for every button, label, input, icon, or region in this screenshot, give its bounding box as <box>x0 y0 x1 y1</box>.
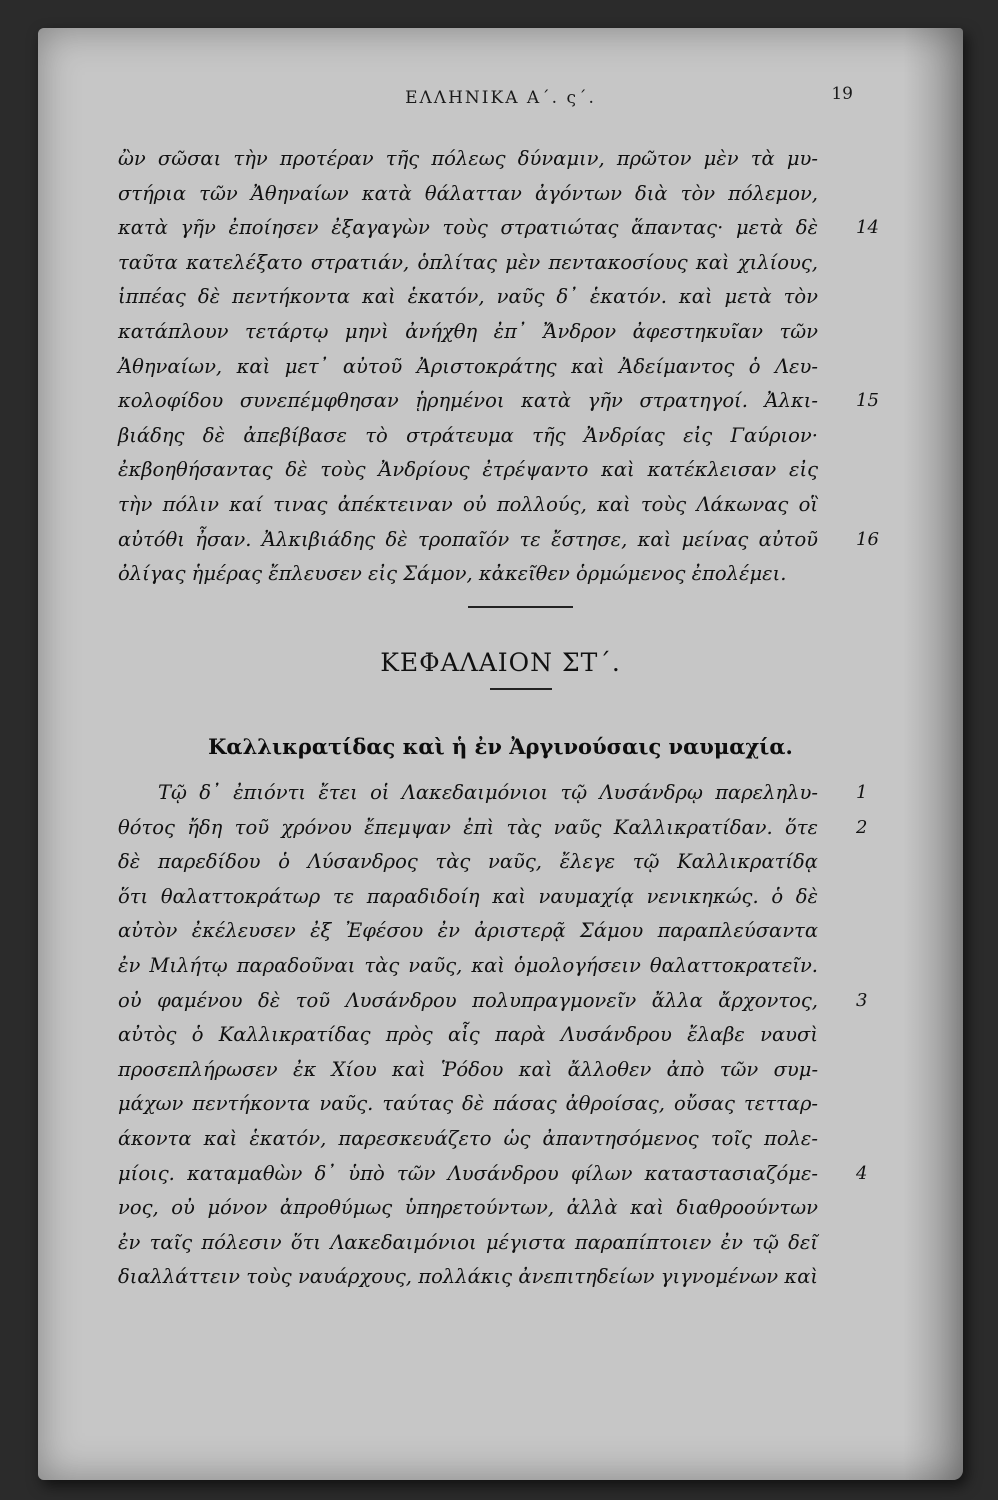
text-line <box>118 845 823 880</box>
section-number: 4 <box>856 1162 868 1184</box>
line-text: τὴν πόλιν καί τινας ἀπέκτειναν οὐ πολλούς, καὶ τοὺς Λάκωνας οἳ <box>118 492 818 516</box>
line-text: στήρια τῶν Ἀθηναίων κατὰ θάλατταν ἀγόντων διὰ τὸν πόλεμον, <box>118 181 819 205</box>
line-text: ὀλίγας ἡμέρας ἔπλευσεν εἰς Σάμον, κἀκεῖθεν ὁρμώμενος ἐπολέμει. <box>118 562 787 586</box>
line-text: διαλλάττειν τοὺς ναυάρχους, πολλάκις ἀνεπιτηδείων γιγνομένων καὶ <box>118 1265 819 1289</box>
text-line <box>118 246 823 281</box>
line-text: κολοφίδου συνεπέμφθησαν ᾑρημένοι κατὰ γῆν στρατηγοί. Ἀλκι- <box>118 389 818 413</box>
text-line <box>118 557 823 592</box>
text-line <box>118 1191 823 1226</box>
chapter-rule-top <box>468 606 573 608</box>
line-text: αὐτὸν ἐκέλευσεν ἐξ Ἐφέσου ἐν ἀριστερᾷ Σάμου παραπλεύσαντα <box>118 919 819 943</box>
line-text: αὐτόθι ἦσαν. Ἀλκιβιάδης δὲ τροπαῖόν τε ἔστησε, καὶ μείνας αὐτοῦ <box>118 527 819 551</box>
section-number: 16 <box>856 528 879 550</box>
text-line <box>118 1260 823 1295</box>
text-line <box>118 984 868 1019</box>
line-text: ὅτι θαλαττοκράτωρ τε παραδιδοίη καὶ ναυμαχίᾳ νενικηκώς. ὁ δὲ <box>118 884 818 908</box>
line-text: ἐν Μιλήτῳ παραδοῦναι τὰς ναῦς, καὶ ὁμολογήσειν θαλαττοκρατεῖν. <box>118 953 819 977</box>
text-line <box>118 315 823 350</box>
page-number: 19 <box>831 84 853 104</box>
line-text: δὲ παρεδίδου ὁ Λύσανδρος τὰς ναῦς, ἔλεγε τῷ Καλλικρατίδᾳ <box>118 850 818 874</box>
line-text: ἱππέας δὲ πεντήκοντα καὶ ἑκατόν, ναῦς δ᾽ ἑκατόν. καὶ μετὰ τὸν <box>118 285 819 309</box>
line-text: μίοις. καταμαθὼν δ᾽ ὑπὸ τῶν Λυσάνδρου φίλων καταστασιαζόμε- <box>118 1161 819 1185</box>
chapter-subtitle: Καλλικρατίδας καὶ ἡ ἐν Ἀργινούσαις ναυμαχία. <box>208 734 793 759</box>
text-line <box>118 1226 823 1261</box>
line-text: ταῦτα κατελέξατο στρατιάν, ὁπλίτας μὲν πεντακοσίους καὶ χιλίους, <box>118 250 819 274</box>
line-text: ὢν σῶσαι τὴν προτέραν τῆς πόλεως δύναμιν, πρῶτον μὲν τὰ μυ- <box>118 147 818 170</box>
text-line <box>118 880 823 915</box>
text-line <box>118 1018 823 1053</box>
text-line <box>118 211 879 246</box>
text-line <box>118 1122 823 1157</box>
text-line <box>118 776 868 811</box>
line-text: ἐκβοηθήσαντας δὲ τοὺς Ἀνδρίους ἐτρέψαντο καὶ κατέκλεισαν εἰς <box>118 458 819 482</box>
chapter-title: ΚΕΦΑΛΑΙΟΝ ΣΤ΄. <box>380 648 621 677</box>
text-line <box>118 1087 823 1122</box>
line-text: ἐν ταῖς πόλεσιν ὅτι Λακεδαιμόνιοι μέγιστα παραπίπτοιεν ἐν τῷ δεῖ <box>118 1230 819 1254</box>
text-line <box>118 523 879 558</box>
line-text: Ἀθηναίων, καὶ μετ᾽ αὐτοῦ Ἀριστοκράτης καὶ Ἀδείμαντος ὁ Λευ- <box>118 354 818 378</box>
text-line <box>118 488 823 523</box>
text-line <box>118 142 823 177</box>
section-number: 1 <box>856 782 868 803</box>
line-text: μάχων πεντήκοντα ναῦς. ταύτας δὲ πάσας ἀθροίσας, οὔσας τετταρ- <box>118 1092 819 1116</box>
line-text: κατάπλουν τετάρτῳ μηνὶ ἀνήχθη ἐπ᾽ Ἄνδρον ἀφεστηκυῖαν τῶν <box>118 319 819 343</box>
text-line <box>118 453 823 488</box>
chapter-rule-bottom <box>490 688 552 690</box>
line-text: θότος ἤδη τοῦ χρόνου ἔπεμψαν ἐπὶ τὰς ναῦς Καλλικρατίδαν. ὅτε <box>118 815 818 839</box>
section-number: 14 <box>856 217 879 239</box>
text-line <box>118 419 823 454</box>
section-number: 15 <box>856 390 879 412</box>
text-line <box>118 949 823 984</box>
paragraph-2 <box>118 776 868 1295</box>
text-line <box>118 1053 823 1088</box>
paragraph-1 <box>118 142 879 592</box>
section-number: 3 <box>856 989 868 1011</box>
running-header: ΕΛΛΗΝΙΚΑ Α΄. ς΄. <box>405 88 596 108</box>
text-line <box>118 177 823 212</box>
text-line <box>118 350 823 385</box>
line-text: άκοντα καὶ ἑκατόν, παρεσκευάζετο ὡς ἀπαντησόμενος τοῖς πολε- <box>118 1126 818 1150</box>
text-line <box>118 914 823 949</box>
text-line <box>118 384 879 419</box>
section-number: 2 <box>856 816 868 838</box>
text-line <box>118 280 823 315</box>
line-text: βιάδης δὲ ἀπεβίβασε τὸ στράτευμα τῆς Ἀνδρίας εἰς Γαύριον· <box>118 423 818 447</box>
line-text: κατὰ γῆν ἐποίησεν ἐξαγαγὼν τοὺς στρατιώτας ἅπαντας· μετὰ δὲ <box>118 216 818 240</box>
line-text: νος, οὐ μόνον ἀπροθύμως ὑπηρετούντων, ἀλλὰ καὶ διαθροούντων <box>118 1196 818 1220</box>
book-page <box>38 28 963 1480</box>
text-line <box>118 1157 868 1192</box>
line-text: προσεπλήρωσεν ἐκ Χίου καὶ Ῥόδου καὶ ἄλλοθεν ἀπὸ τῶν συμ- <box>118 1057 819 1081</box>
line-text: Τῷ δ᾽ ἐπιόντι ἔτει οἱ Λακεδαιμόνιοι τῷ Λυσάνδρῳ παρεληλυ- <box>158 781 818 804</box>
line-text: οὐ φαμένου δὲ τοῦ Λυσάνδρου πολυπραγμονεῖν ἄλλα ἄρχοντος, <box>118 988 818 1012</box>
line-text: αὐτὸς ὁ Καλλικρατίδας πρὸς αἷς παρὰ Λυσάνδρου ἔλαβε ναυσὶ <box>118 1023 818 1047</box>
text-line <box>118 811 868 846</box>
